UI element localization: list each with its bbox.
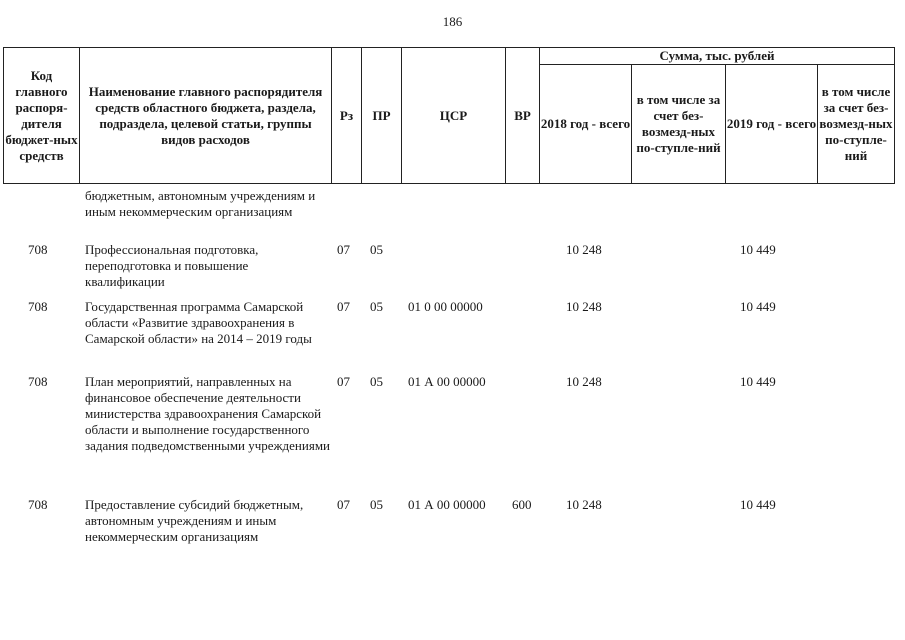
header-name: Наименование главного распорядителя средств областного бюджета, раздела, подраздела, целевой статьи, группы видов расходов: [80, 48, 332, 183]
row-code: 708: [28, 242, 48, 257]
row-csr: 01 А 00 00000: [408, 497, 486, 512]
header-vr: ВР: [506, 48, 540, 183]
row-2019-total: 10 449: [740, 497, 776, 512]
header-code: Код главного распоря-дителя бюджет-ных средств: [4, 48, 80, 183]
row-2018-total: 10 248: [566, 242, 602, 257]
header-sum-title: Сумма, тыс. рублей: [540, 48, 894, 65]
row-name: Государственная программа Самарской области «Развитие здравоохранения в Самарской области» на 2014 – 2019 годы: [85, 299, 312, 346]
row-code: 708: [28, 299, 48, 314]
row-rz: 07: [337, 242, 350, 257]
header-2019-free: в том числе за счет без-возмезд-ных по-ступле-ний: [819, 84, 893, 163]
row-2019-total: 10 449: [740, 374, 776, 389]
table-header: [3, 47, 895, 184]
page-number: 186: [442, 14, 463, 29]
row-rz: 07: [337, 299, 350, 314]
row-name: Предоставление субсидий бюджетным, автономным учреждениям и иным некоммерческим организациям: [85, 497, 304, 544]
row-pr: 05: [370, 374, 383, 389]
row-code: 708: [28, 374, 48, 389]
row-code: 708: [28, 497, 48, 512]
header-csr: ЦСР: [402, 48, 506, 183]
header-pr: ПР: [362, 48, 402, 183]
row-2018-total: 10 248: [566, 497, 602, 512]
row-csr: 01 А 00 00000: [408, 374, 486, 389]
row-vr: 600: [512, 497, 532, 512]
header-2018-free: в том числе за счет без-возмезд-ных по-ступле-ний: [632, 65, 726, 183]
row-2019-total: 10 449: [740, 299, 776, 314]
row-pr: 05: [370, 242, 383, 257]
continuation-text: бюджетным, автономным учреждениям и иным некоммерческим организациям: [85, 188, 316, 219]
row-2018-total: 10 248: [566, 299, 602, 314]
row-name: Профессиональная подготовка, переподготовка и повышение квалификации: [85, 242, 259, 289]
row-rz: 07: [337, 497, 350, 512]
row-name: План мероприятий, направленных на финансовое обеспечение деятельности министерства здравоохранения Самарской области и выполнение государственного задания подведомственными учреждениями: [85, 374, 331, 453]
header-2019-total: 2019 год - всего: [726, 65, 818, 183]
row-rz: 07: [337, 374, 350, 389]
header-2018-total: 2018 год - всего: [540, 65, 632, 183]
row-2019-total: 10 449: [740, 242, 776, 257]
row-csr: 01 0 00 00000: [408, 299, 483, 314]
row-pr: 05: [370, 299, 383, 314]
row-pr: 05: [370, 497, 383, 512]
row-2018-total: 10 248: [566, 374, 602, 389]
header-rz: Рз: [332, 48, 362, 183]
